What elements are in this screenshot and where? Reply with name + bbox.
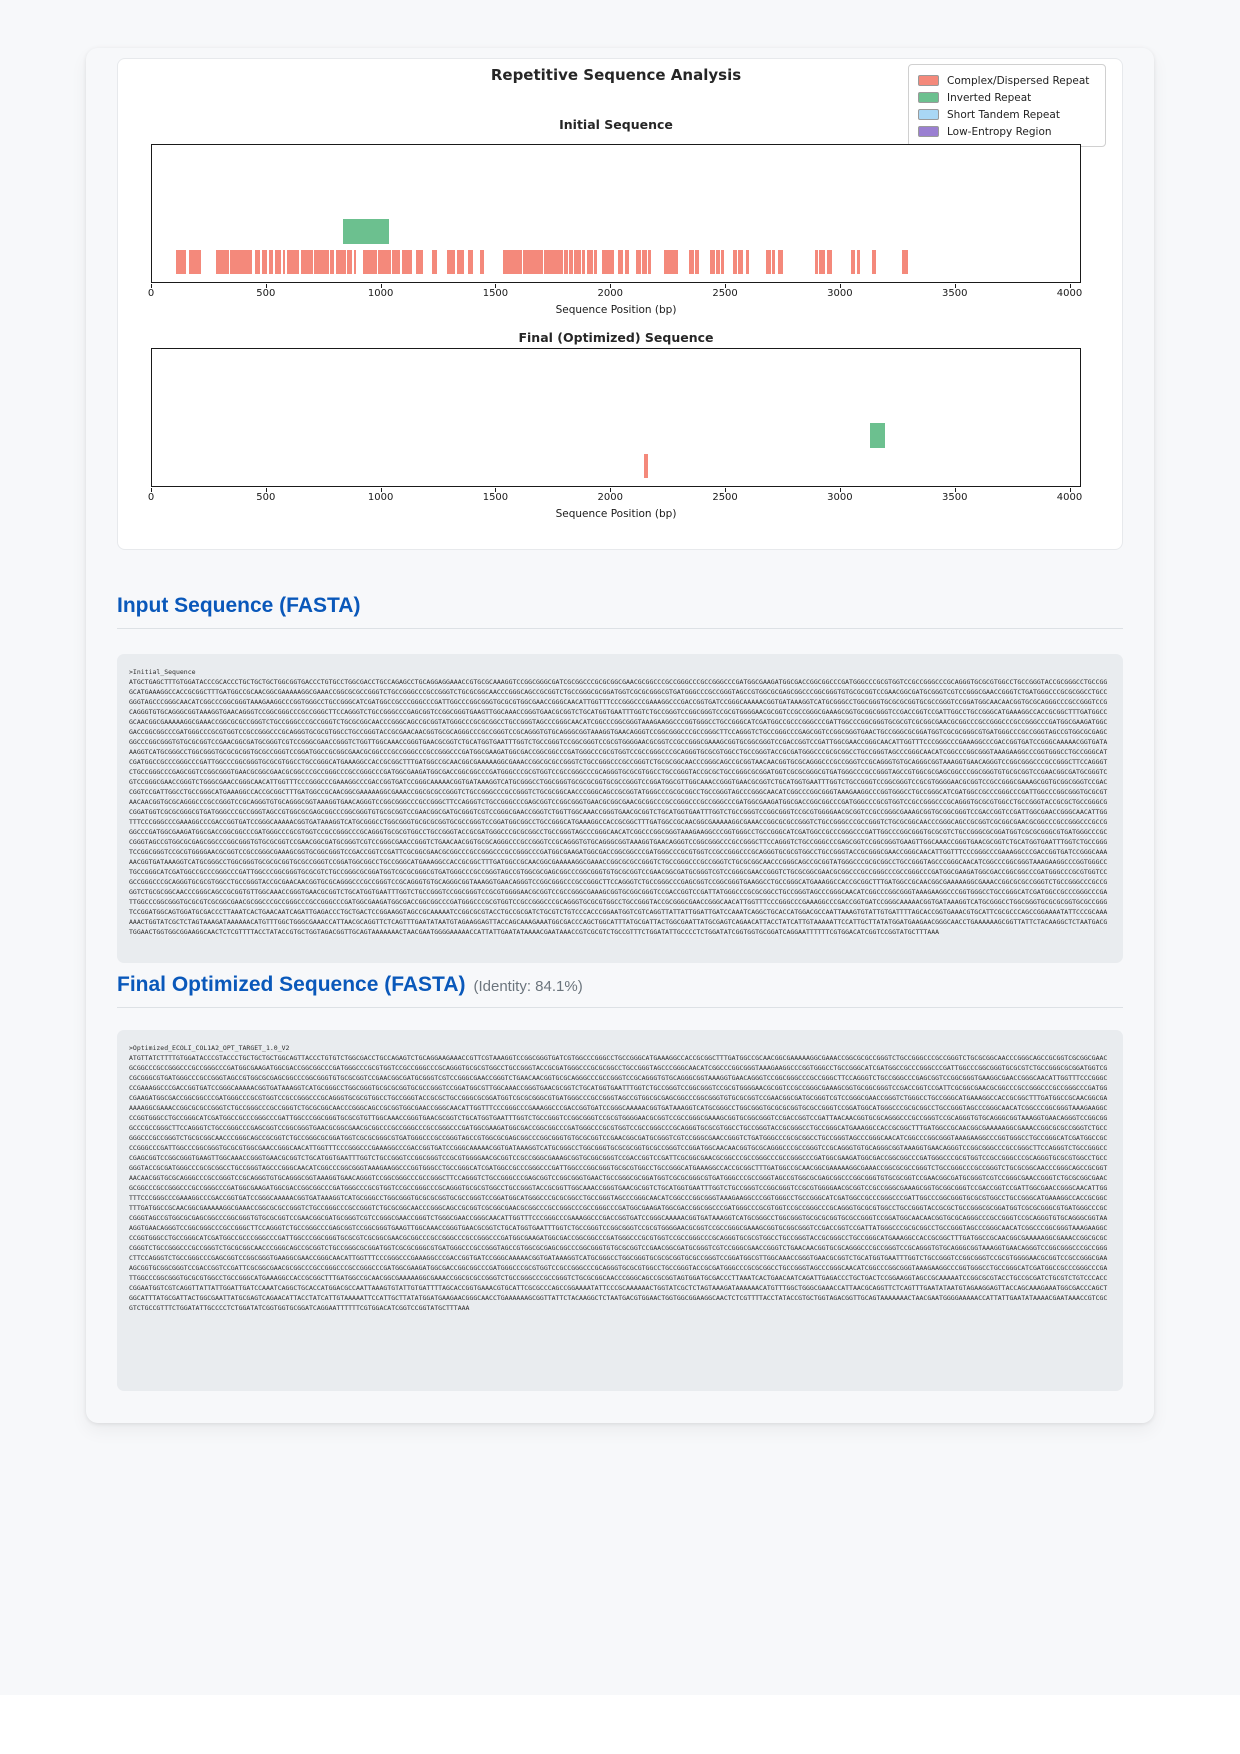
repeat-analysis-chart-panel: [117, 58, 1123, 550]
legend-swatch-inverted: [918, 92, 939, 103]
tick-label: 0: [147, 492, 155, 503]
complex-repeat-segment: [564, 250, 568, 274]
complex-repeat-segment: [644, 454, 648, 478]
complex-repeat-segment: [392, 250, 400, 274]
complex-repeat-segment: [247, 250, 252, 274]
complex-repeat-segment: [602, 250, 614, 274]
complex-repeat-segment: [766, 250, 771, 274]
complex-repeat-segment: [275, 250, 281, 274]
tick-label: 4000: [1056, 492, 1083, 503]
input-fasta-header: >Initial_Sequence: [129, 668, 196, 676]
tick-label: 1500: [482, 492, 509, 503]
complex-repeat-segment: [480, 250, 485, 274]
complex-repeat-segment: [242, 250, 246, 274]
complex-repeat-segment: [468, 250, 473, 274]
tick-label: 2000: [597, 288, 623, 299]
complex-repeat-segment: [447, 250, 455, 274]
legend-label-complex: Complex/Dispersed Repeat: [947, 74, 1090, 87]
complex-repeat-segment: [689, 250, 694, 274]
complex-repeat-segment: [416, 250, 424, 274]
complex-repeat-segment: [721, 250, 724, 274]
complex-repeat-segment: [594, 250, 597, 274]
final-sequence-x-ticks: [147, 488, 1083, 504]
complex-repeat-segment: [778, 250, 783, 274]
legend-item-complex: [918, 72, 1096, 89]
complex-repeat-segment: [523, 250, 543, 274]
output-sequence-heading-text: Final Optimized Sequence (FASTA): [117, 973, 466, 996]
complex-repeat-segment: [216, 250, 229, 274]
complex-repeat-segment: [314, 250, 330, 274]
complex-repeat-segment: [582, 250, 585, 274]
final-sequence-axes: [151, 348, 1081, 487]
tick-label: 2500: [712, 288, 738, 299]
tick-label: 1500: [482, 288, 509, 299]
complex-repeat-segment: [432, 250, 438, 274]
complex-repeat-segment: [569, 250, 573, 274]
complex-repeat-segment: [402, 250, 412, 274]
complex-repeat-segment: [695, 250, 699, 274]
complex-repeat-segment: [262, 250, 267, 274]
complex-repeat-segment: [716, 250, 719, 274]
legend-label-low_entropy: Low-Entropy Region: [947, 125, 1052, 138]
tick-label: 4000: [1056, 288, 1083, 299]
tick-label: 500: [256, 492, 276, 503]
tick-label: 3500: [941, 492, 968, 503]
complex-repeat-segment: [636, 250, 641, 274]
complex-repeat-segment: [283, 250, 285, 274]
complex-repeat-segment: [902, 250, 908, 274]
output-fasta-sequence: ATGTTATCTTTTGTGGATACCCGTACCCTGCTGCTGCTGGCAGTTACCCTGTGTCTGGCGACCTGCCAGAGTCTGCAGGAAGAAACCGTTCGTAAAGGTCCGGCGGGTGATCGTGGCCCGGGCCTGCCGGGCATGAAAGGCCACCGCGGCTTTGATGGCCGCAACGGCGAAAAAGGCGAAACCGGCGCGCCGGGTCTGCCGGGCCCGCCGGGTCTGCGCGGCAACCCGGGCAGCCGCGGTCGCGGCGAACGCGGCCCGCCGGGCCCGCCGGGCCCGATGGCGAAGATGGCGACCGGCGGCCCGATGGGCCCGCGTGGTCCGCCGGGCCCGCAGGGTGCGCGTGGCCTGCCGGGTACCGCGATGGGCCCGCGCGGCCTGCCGGGTAGCCCGGGCAACATCGGCCCGGCGGGTAAAGAAGGCCCGGTGGGCCTGCCGGGCATCGATGGCCGCCCGGGCCCGATTGGCCCGGCGGGTGCGCGTCTGCCGGGCGCGGATGGTCGCGCGGGCGTGATGGGCCCGCCGGGTAGCCGTGGCGCGAGCGGCCCGGCGGGTGTGCGCGGTCCGAACGGCGATGCGGGTCGTCCGGGCGAACCGGGTCTGAACAACGGTGCGCAGGGCCCGCCGGGTCCGCAGGGTGTGCAGGGCGGTAAAGGTGAACAGGGTCCGGCGGGCCCGCCGGGCTTCCAGGGTCTGCCGGGCCCGAGCGGTCCGGCGGGTGAAGGCGAACCGGGCAACATTGGTTTCCCGGGCCCGAAAGGCCCGACCGGTGATCCGGGCAAAAACGGTGATAAAGGTCATGCGGGCCTGGCGGGTGCGCGCGGTGCGCCGGGTCCGGATGGCGTTGGCAAACCGGGTGAACGCGGTCTGCATGGTGAATTTGGTCTGCCGGGTCCGGCGGGTCCGCGTGGGGAACGCGGTCCGCCGGGCGAAAGCGGTGCGGCGGGTCCGACCGGTCCGATTCGCGGCGAACGCGGCCCGCCGGGCCCGCCGGGCCCGATGGCGAAGATGGCGACCGGCGGCCCGATGGGCCCGCGTGGTCCGCCGGGCCCGCAGGGTGCGCGTGGCCTGCCGGGTACCGCGCTGCCGGGCGCGGATGGTCGCGCGGGCGTGATGGGCCCGCCGGGTAGCCGTGGCGCGAGCGGCCCGGCGGGTGTGCGCGGTCCGAACGGCGATGCGGGTCGTCCGGGCGAACCGGGTCTGGGCCTGCCGGGCATGAAAGGCCACCGCGGCTTTGATGGCCGCAACGGCGAAAAAGGCGAAACCGGCGCGCCGGGTCTGCCGGGCCCGCCGGGTCTGCGCGGCAACCCGGGCAGCCGCGGTGGCGAACCGGGCAACATTGGTTTCCCGGGCCCGAAAGGCCCGACCGGTGATCCGGGCAAAAACGGTGATAAAGGTCATGCGGGCCTGGCGGGTGCGCGCGGTGCGCCGGGTCCGGATGGCATGGGCCCGCGCGGCCTGCCGGGTAGCCCGGGCAACATCGGCCCGGCGGGTAAAGAAGGCCCGGTGGGCCTGCCGGGCATCGATGGCCGCCCGGGCCCGATTGGCCCGGCGGGTGCGCGTGTTGGCAAACCGGGTGAACGCGGTCTGCATGGTGAATTTGGTCTGCCGGGTCCGGCGGGTCCGCGTGGGGAACGCGGTCCGCCGGGCGAAAGCGGTGCGGCGGGTCCGACCGGTCCGATTAACAACGGTGCGCAGGGCCCGCCGGGTCCGCAGGGTGTGCAGGGCGGTAAAGGTGAACAGGGTCCGGCGGGCCCGCCGGGCTTCCAGGGTCTGCCGGGCCCGAGCGGTCCGGCGGGTGAACGCGGCGAACGCGGCCCGCCGGGCCCGCCGGGCCCGATGGCGAAGATGGCGACCGGCGGCCCGATGGGCCCGCGTGGTCCGCCGGGCCCGCAGGGTGCGCGTGGCCTGCCGGGTACCGCGGGCCTGCCGGGCATGAAAGGCCACCGCGGCTTTGATGGCCGCAACGGCGAAAAAGGCGAAACCGGCGCGCCGGGTCTGCCGGGCCCGCCGGGTCTGCGCGGCAACCCGGGCAGCCGCGGTCTGCCGGGCGCGGATGGTCGCGCGGGCGTGATGGGCCCGCCGGGTAGCCGTGGCGCGAGCGGCCCGGCGGGTGTGCGCGGTCCGAACGGCGATGCGGGTCGTCCGGGCGAACCGGGTCTGATGGGCCCGCGCGGCCTGCCGGGTAGCCCGGGCAACATCGGCCCGGCGGGTAAAGAAGGCCCGGTGGGCCTGCCGGGCATCGATGGCCGCCCGGGCCCGATTGGCCCGGCGGGTGCGCGTGGCGAACCGGGCAACATTGGTTTCCCGGGCCCGAAAGGCCCGACCGGTGATCCGGGCAAAAACGGTGATAAAGGTCATGCGGGCCTGGCGGGTGCGCGCGGTGCGCCGGGTCCGGATGGCAACAACGGTGCGCAGGGCCCGCCGGGTCCGCAGGGTGTGCAGGGCGGTAAAGGTGAACAGGGTCCGGCGGGCCCGCCGGGCTTCCAGGGTCTGCCGGGCCCGAGCGGTCCGGCGGGTGAAGTTGGCAAACCGGGTGAACGCGGTCTGCATGGTGAATTTGGTCTGCCGGGTCCGGCGGGTCCGCGTGGGGAACGCGGTCCGCCGGGCGAAAGCGGTGCGGCGGGTCCGACCGGTCCGATTCGCGGCGAACGCGGCCCGCCGGGCCCGCCGGGCCCGATGGCGAAGATGGCGACCGGCGGCCCGATGGGCCCGCGTGGTCCGCCGGGCCCGCAGGGTGCGCGTGGCCTGCCGGGTACCGCGATGGGCCCGCGCGGCCTGCCGGGTAGCCCGGGCAACATCGGCCCGGCGGGTAAAGAAGGCCCGGTGGGCCTGCCGGGCATCGATGGCCGCCCGGGCCCGATTGGCCCGGCGGGTGCGCGTGGCCTGCCGGGCATGAAAGGCCACCGCGGCTTTGATGGCCGCAACGGCGAAAAAGGCGAAACCGGCGCGCCGGGTCTGCCGGGCCCGCCGGGTCTGCGCGGCAACCCGGGCAGCCGCGGTAACAACGGTGCGCAGGGCCCGCCGGGTCCGCAGGGTGTGCAGGGCGGTAAAGGTGAACAGGGTCCGGCGGGCCCGCCGGGCTTCCAGGGTCTGCCGGGCCCGAGCGGTCCGGCGGGTGAACTGCCGGGCGCGGATGGTCGCGCGGGCGTGATGGGCCCGCCGGGTAGCCGTGGCGCGAGCGGCCCGGCGGGTGTGCGCGGTCCGAACGGCGATGCGGGTCGTCCGGGCGAACCGGGTCTGCGCGGCGAACGCGGCCCGCCGGGCCCGCCGGGCCCGATGGCGAAGATGGCGACCGGCGGCCCGATGGGCCCGCGTGGTCCGCCGGGCCCGCAGGGTGCGCGTGGCCTGCCGGGTACCGCGGTTGGCAAACCGGGTGAACGCGGTCTGCATGGTGAATTTGGTCTGCCGGGTCCGGCGGGTCCGCGTGGGGAACGCGGTCCGCCGGGCGAAAGCGGTGCGGCGGGTCCGACCGGTCCGATTGGCGAACCGGGCAACATTGGTTTCCCGGGCCCGAAAGGCCCGACCGGTGATCCGGGCAAAAACGGTGATAAAGGTCATGCGGGCCTGGCGGGTGCGCGCGGTGCGCCGGGTCCGGATGGCATGGGCCCGCGCGGCCTGCCGGGTAGCCCGGGCAACATCGGCCCGGCGGGTAAAGAAGGCCCGGTGGGCCTGCCGGGCATCGATGGCCGCCCGGGCCCGATTGGCCCGGCGGGTGCGCGTGGCCTGCCGGGCATGAAAGGCCACCGCGGCTTTGATGGCCGCAACGGCGAAAAAGGCGAAACCGGCGCGCCGGGTCTGCCGGGCCCGCCGGGTCTGCGCGGCAACCCGGGCAGCCGCGGTCGCGGCGAACGCGGCCCGCCGGGCCCGCCGGGCCCGATGGCGAAGATGGCGACCGGCGGCCCGATGGGCCCGCGTGGTCCGCCGGGCCCGCAGGGTGCGCGTGGCCTGCCGGGTACCGCGCTGCCGGGCGCGGATGGTCGCGCGGGCGTGATGGGCCCGCCGGGTAGCCGTGGCGCGAGCGGCCCGGCGGGTGTGCGCGGTCCGAACGGCGATGCGGGTCGTCCGGGCGAACCGGGTCTGGGCGAACCGGGCAACATTGGTTTCCCGGGCCCGAAAGGCCCGACCGGTGATCCGGGCAAAAACGGTGATAAAGGTCATGCGGGCCTGGCGGGTGCGCGCGGTGCGCCGGGTCCGGATGGCAACAACGGTGCGCAGGGCCCGCCGGGTCCGCAGGGTGTGCAGGGCGGTAAAGGTGAACAGGGTCCGGCGGGCCCGCCGGGCTTCCAGGGTCTGCCGGGCCCGAGCGGTCCGGCGGGTGAAGTTGGCAAACCGGGTGAACGCGGTCTGCATGGTGAATTTGGTCTGCCGGGTCCGGCGGGTCCGCGTGGGGAACGCGGTCCGCCGGGCGAAAGCGGTGCGGCGGGTCCGACCGGTCCGATTATGGGCCCGCGCGGCCTGCCGGGTAGCCCGGGCAACATCGGCCCGGCGGGTAAAGAAGGCCCGGTGGGCCTGCCGGGCATCGATGGCCGCCCGGGCCCGATTGGCCCGGCGGGTGCGCGTCGCGGCGAACGCGGCCCGCCGGGCCCGCCGGGCCCGATGGCGAAGATGGCGACCGGCGGCCCGATGGGCCCGCGTGGTCCGCCGGGCCCGCAGGGTGCGCGTGGCCTGCCGGGTACCGCGGGCCTGCCGGGCATGAAAGGCCACCGCGGCTTTGATGGCCGCAACGGCGAAAAAGGCGAAACCGGCGCGCCGGGTCTGCCGGGCCCGCCGGGTCTGCGCGGCAACCCGGGCAGCCGCGGTCTGCCGGGCGCGGATGGTCGCGCGGGCGTGATGGGCCCGCCGGGTAGCCGTGGCGCGAGCGGCCCGGCGGGTGTGCGCGGTCCGAACGGCGATGCGGGTCGTCCGGGCGAACCGGGTCTGAACAACGGTGCGCAGGGCCCGCCGGGTCCGCAGGGTGTGCAGGGCGGTAAAGGTGAACAGGGTCCGGCGGGCCCGCCGGGCTTCCAGGGTCTGCCGGGCCCGAGCGGTCCGGCGGGTGAAGGCGAACCGGGCAACATTGGTTTCCCGGGCCCGAAAGGCCCGACCGGTGATCCGGGCAAAAACGGTGATAAAGGTCATGCGGGCCTGGCGGGTGCGCGCGGTGCGCCGGGTCCGGATGGCGTTGGCAAACCGGGTGAACGCGGTCTGCATGGTGAATTTGGTCTGCCGGGTCCGGCGGGTCCGCGTGGGGAACGCGGTCCGCCGGGCGAAAGCGGTGCGGCGGGTCCGACCGGTCCGATTCGCGGCGAACGCGGCCCGCCGGGCCCGCCGGGCCCGATGGCGAAGATGGCGACCGGCGGCCCGATGGGCCCGCGTGGTCCGCCGGGCCCGCAGGGTGCGCGTGGCCTGCCGGGTACCGCGATGGGCCCGCGCGGCCTGCCGGGTAGCCCGGGCAACATCGGCCCGGCGGGTAAAGAAGGCCCGGTGGGCCTGCCGGGCATCGATGGCCGCCCGGGCCCGATTGGCCCGGCGGGTGCGCGTGGCCTGCCGGGCATGAAAGGCCACCGCGGCTTTGATGGCCGCAACGGCGAAAAAGGCGAAACCGGCGCGCCGGGTCTGCCGGGCCCGCCGGGTCTGCGCGGCAACCCGGGCAGCCGCGGTAGTGGATGCGACCCTTAAATCACTGAACAATCAGATTGAGACCCTGCTGACTCCGGAAGGTAGCCGCAAAAATCCGGCGCGTACCTGCCGCGATCTGCGTCTGTCCCACCCGGAATGGTCGTCAGGTTATTATTGGATTGATCCAAATCAGGCTGCACCATGGACGCCAATTAAAGTGTATTGTGATTTTAGCACCGGTGAAACGTGCATTCGCGCCCAGCCGGAAAATATTCCCGCAAAAAACTGGTATCGCTCTAGTAAAGATAAAAAACATGTTTGGCTGGGCGAAACCATTAACGCAGGTTCTCAGTTTGAATATAATGTAGAAGGAGTTACCAGCAAAGAAATGGCGACCCAGCTGGCATTTATGCGATTACTGGCGAATTATGCGAGTCAGAACATTACCTATCATTGTAAAAATTCCATTGCTTATATGGATGAAGAACGGGCAACCTGAAAAAAGCGGTTATTCTACAAGGCTCTAATGACGTGGAACTGGTGGCGGAAGGCAACTCTCGTTTTACCTATACCGTGCTGGTAGACGGTTGCAGTAAAAAAACTAACGAATGGGGAAAAACCATTATTGAATATAAAACGAATAAACCGTCGCGTCTGCCGTTTCTGGATATTGCCCCTCTGGATATCGGTGGTGCGGATCAGGAATTTTTTCGTGGACATCGGTCCGGTATGCTTTAAA: [129, 1054, 1108, 1312]
complex-repeat-segment: [710, 250, 716, 274]
complex-repeat-segment: [648, 250, 651, 274]
complex-repeat-segment: [618, 250, 623, 274]
report-card: [86, 48, 1154, 1423]
subplot-title-initial: Initial Sequence: [559, 117, 673, 132]
legend-item-inverted: [918, 89, 1096, 106]
complex-repeat-segment: [301, 250, 312, 274]
legend-swatch-complex: [918, 75, 939, 86]
tick-label: 0: [147, 288, 155, 299]
x-axis-label-initial: Sequence Position (bp): [555, 304, 677, 316]
complex-repeat-segment: [872, 250, 876, 274]
inverted-repeat-segment: [343, 219, 389, 244]
complex-repeat-segment: [625, 250, 629, 274]
complex-repeat-segment: [738, 250, 742, 274]
complex-repeat-segment: [293, 250, 299, 274]
complex-repeat-segment: [230, 250, 242, 274]
complex-repeat-segment: [851, 250, 855, 274]
complex-repeat-segment: [733, 250, 737, 274]
complex-repeat-segment: [772, 250, 775, 274]
complex-repeat-segment: [336, 250, 346, 274]
tick-label: 3000: [827, 492, 853, 503]
complex-repeat-segment: [378, 250, 391, 274]
complex-repeat-segment: [176, 250, 186, 274]
complex-repeat-segment: [269, 250, 272, 274]
complex-repeat-segment: [574, 250, 581, 274]
identity-badge: (Identity: 84.1%): [473, 978, 583, 995]
tick-label: 1000: [367, 492, 394, 503]
complex-repeat-segment: [857, 250, 860, 274]
complex-repeat-segment: [746, 250, 749, 274]
complex-repeat-segment: [819, 250, 825, 274]
x-axis-label-final: Sequence Position (bp): [555, 508, 677, 520]
complex-repeat-segment: [827, 250, 833, 274]
complex-repeat-segment: [642, 250, 647, 274]
chart-title: Repetitive Sequence Analysis: [490, 66, 742, 84]
complex-repeat-segment: [287, 250, 293, 274]
input-fasta-sequence: ATGCTGAGCTTTGTGGATACCCGCACCCTGCTGCTGCTGGCGGTGACCCTGTGCCTGGCGACCTGCCAGAGCCTGCAGGAGGAAACCGTGCGCAAAGGTCCGGCGGGCGATCGCGGCCCGCGCGGCGAACGCGGCCCGCCGGGCCCGCCGGGCCCGATGGCGAAGATGGCGACCGGCGGCCCGATGGGCCCGCGTGGTCCGCCGGGCCCGCAGGGTGCGCGTGGCCTGCCGGGTACCGCGGGCCTGCCGGGCATGAAAGGCCACCGCGGCTTTGATGGCCGCAACGGCGAAAAAGGCGAAACCGGCGCGCCGGGTCTGCCGGGCCCGCCGGGTCTGCGCGGCAACCCGGGCAGCCGCGGTCTGCCGGGCGCGGATGGTCGCGCGGGCGTGATGGGCCCGCCGGGTAGCCGTGGCGCGAGCGGCCCGGCGGGTGTGCGCGGTCCGAACGGCGATGCGGGTCGTCCGGGCGAACCGGGTCTGATGGGCCCGCGCGGCCTGCCGGGTAGCCCGGGCAACATCGGCCCGGCGGGTAAAGAAGGCCCGGTGGGCCTGCCGGGCATCGATGGCCGCCCGGGCCCGATTGGCCCGGCGGGTGCGCGTGGCGAACCGGGCAACATTGGTTTCCCGGGCCCGAAAGGCCCGACCGGTGATCCGGGCAAAAACGGTGATAAAGGTCATGCGGGCCTGGCGGGTGCGCGCGGTGCGCCGGGTCCGGATGGCAACAACGGTGCGCAGGGCCCGCCGGGTCCGCAGGGTGTGCAGGGCGGTAAAGGTGAACAGGGTCCGGCGGGCCCGCCGGGCTTCCAGGGTCTGCCGGGCCCGAGCGGTCCGGCGGGTGAAGTTGGCAAACCGGGTGAACGCGGTCTGCATGGTGAATTTGGTCTGCCGGGTCCGGCGGGTCCGCGTGGGGAACGCGGTCCGCCGGGCGAAAGCGGTGCGGCGGGTCCGACCGGTCCGATTGGCCTGCCGGGCATGAAAGGCCACCGCGGCTTTGATGGCCGCAACGGCGAAAAAGGCGAAACCGGCGCGCCGGGTCTGCCGGGCCCGCCGGGTCTGCGCGGCAACCCGGGCAGCCGCGGTATGGGCCCGCGCGGCCTGCCGGGTAGCCCGGGCAACATCGGCCCGGCGGGTAAAGAAGGCCCGGTGGGCCTGCCGGGCATCGATGGCCGCCCGGGCCCGATTGGCCCGGCGGGTGCGCGTCGCGGCGAACGCGGCCCGCCGGGCCCGCCGGGCCCGATGGCGAAGATGGCGACCGGCGGCCCGATGGGCCCGCGTGGTCCGCCGGGCCCGCAGGGTGCGCGTGGCCTGCCGGGTACCGCGAACAACGGTGCGCAGGGCCCGCCGGGTCCGCAGGGTGTGCAGGGCGGTAAAGGTGAACAGGGTCCGGCGGGCCCGCCGGGCTTCCAGGGTCTGCCGGGCCCGAGCGGTCCGGCGGGTGAACTGCCGGGCGCGGATGGTCGCGCGGGCGTGATGGGCCCGCCGGGTAGCCGTGGCGCGAGCGGCCCGGCGGGTGTGCGCGGTCCGAACGGCGATGCGGGTCGTCCGGGCGAACCGGGTCTGGTTGGCAAACCGGGTGAACGCGGTCTGCATGGTGAATTTGGTCTGCCGGGTCCGGCGGGTCCGCGTGGGGAACGCGGTCCGCCGGGCGAAAGCGGTGCGGCGGGTCCGACCGGTCCGATTGGCGAACCGGGCAACATTGGTTTCCCGGGCCCGAAAGGCCCGACCGGTGATCCGGGCAAAAACGGTGATAAAGGTCATGCGGGCCTGGCGGGTGCGCGCGGTGCGCCGGGTCCGGATGGCCGCGGCGAACGCGGCCCGCCGGGCCCGCCGGGCCCGATGGCGAAGATGGCGACCGGCGGCCCGATGGGCCCGCGTGGTCCGCCGGGCCCGCAGGGTGCGCGTGGCCTGCCGGGTACCGCGATGGGCCCGCGCGGCCTGCCGGGTAGCCCGGGCAACATCGGCCCGGCGGGTAAAGAAGGCCCGGTGGGCCTGCCGGGCATCGATGGCCGCCCGGGCCCGATTGGCCCGGCGGGTGCGCGTGGCCTGCCGGGCATGAAAGGCCACCGCGGCTTTGATGGCCGCAACGGCGAAAAAGGCGAAACCGGCGCGCCGGGTCTGCCGGGCCCGCCGGGTCTGCGCGGCAACCCGGGCAGCCGCGGTAACAACGGTGCGCAGGGCCCGCCGGGTCCGCAGGGTGTGCAGGGCGGTAAAGGTGAACAGGGTCCGGCGGGCCCGCCGGGCTTCCAGGGTCTGCCGGGCCCGAGCGGTCCGGCGGGTGAACGCGGCGAACGCGGCCCGCCGGGCCCGCCGGGCCCGATGGCGAAGATGGCGACCGGCGGCCCGATGGGCCCGCGTGGTCCGCCGGGCCCGCAGGGTGCGCGTGGCCTGCCGGGTACCGCGCTGCCGGGCGCGGATGGTCGCGCGGGCGTGATGGGCCCGCCGGGTAGCCGTGGCGCGAGCGGCCCGGCGGGTGTGCGCGGTCCGAACGGCGATGCGGGTCGTCCGGGCGAACCGGGTCTGGGCGAACCGGGCAACATTGGTTTCCCGGGCCCGAAAGGCCCGACCGGTGATCCGGGCAAAAACGGTGATAAAGGTCATGCGGGCCTGGCGGGTGCGCGCGGTGCGCCGGGTCCGGATGGCGTTGGCAAACCGGGTGAACGCGGTCTGCATGGTGAATTTGGTCTGCCGGGTCCGGCGGGTCCGCGTGGGGAACGCGGTCCGCCGGGCGAAAGCGGTGCGGCGGGTCCGACCGGTCCGATTGGCCTGCCGGGCATGAAAGGCCACCGCGGCTTTGATGGCCGCAACGGCGAAAAAGGCGAAACCGGCGCGCCGGGTCTGCCGGGCCCGCCGGGTCTGCGCGGCAACCCGGGCAGCCGCGGTATGGGCCCGCGCGGCCTGCCGGGTAGCCCGGGCAACATCGGCCCGGCGGGTAAAGAAGGCCCGGTGGGCCTGCCGGGCATCGATGGCCGCCCGGGCCCGATTGGCCCGGCGGGTGCGCGTAACAACGGTGCGCAGGGCCCGCCGGGTCCGCAGGGTGTGCAGGGCGGTAAAGGTGAACAGGGTCCGGCGGGCCCGCCGGGCTTCCAGGGTCTGCCGGGCCCGAGCGGTCCGGCGGGTGAACGCGGCGAACGCGGCCCGCCGGGCCCGCCGGGCCCGATGGCGAAGATGGCGACCGGCGGCCCGATGGGCCCGCGTGGTCCGCCGGGCCCGCAGGGTGCGCGTGGCCTGCCGGGTACCGCGCTGCCGGGCGCGGATGGTCGCGCGGGCGTGATGGGCCCGCCGGGTAGCCGTGGCGCGAGCGGCCCGGCGGGTGTGCGCGGTCCGAACGGCGATGCGGGTCGTCCGGGCGAACCGGGTCTGGTTGGCAAACCGGGTGAACGCGGTCTGCATGGTGAATTTGGTCTGCCGGGTCCGGCGGGTCCGCGTGGGGAACGCGGTCCGCCGGGCGAAAGCGGTGCGGCGGGTCCGACCGGTCCGATTGGCGAACCGGGCAACATTGGTTTCCCGGGCCCGAAAGGCCCGACCGGTGATCCGGGCAAAAACGGTGATAAAGGTCATGCGGGCCTGGCGGGTGCGCGCGGTGCGCCGGGTCCGGATGGCGGCCTGCCGGGCATGAAAGGCCACCGCGGCTTTGATGGCCGCAACGGCGAAAAAGGCGAAACCGGCGCGCCGGGTCTGCCGGGCCCGCCGGGTCTGCGCGGCAACCCGGGCAGCCGCGGTCGCGGCGAACGCGGCCCGCCGGGCCCGCCGGGCCCGATGGCGAAGATGGCGACCGGCGGCCCGATGGGCCCGCGTGGTCCGCCGGGCCCGCAGGGTGCGCGTGGCCTGCCGGGTACCGCGATGGGCCCGCGCGGCCTGCCGGGTAGCCCGGGCAACATCGGCCCGGCGGGTAAAGAAGGCCCGGTGGGCCTGCCGGGCATCGATGGCCGCCCGGGCCCGATTGGCCCGGCGGGTGCGCGTCTGCCGGGCGCGGATGGTCGCGCGGGCGTGATGGGCCCGCCGGGTAGCCGTGGCGCGAGCGGCCCGGCGGGTGTGCGCGGTCCGAACGGCGATGCGGGTCGTCCGGGCGAACCGGGTCTGAACAACGGTGCGCAGGGCCCGCCGGGTCCGCAGGGTGTGCAGGGCGGTAAAGGTGAACAGGGTCCGGCGGGCCCGCCGGGCTTCCAGGGTCTGCCGGGCCCGAGCGGTCCGGCGGGTGAAGTTGGCAAACCGGGTGAACGCGGTCTGCATGGTGAATTTGGTCTGCCGGGTCCGGCGGGTCCGCGTGGGGAACGCGGTCCGCCGGGCGAAAGCGGTGCGGCGGGTCCGACCGGTCCGATTCGCGGCGAACGCGGCCCGCCGGGCCCGCCGGGCCCGATGGCGAAGATGGCGACCGGCGGCCCGATGGGCCCGCGTGGTCCGCCGGGCCCGCAGGGTGCGCGTGGCCTGCCGGGTACCGCGGGCGAACCGGGCAACATTGGTTTCCCGGGCCCGAAAGGCCCGACCGGTGATCCGGGCAAAAACGGTGATAAAGGTCATGCGGGCCTGGCGGGTGCGCGCGGTGCGCCGGGTCCGGATGGCGGCCTGCCGGGCATGAAAGGCCACCGCGGCTTTGATGGCCGCAACGGCGAAAAAGGCGAAACCGGCGCGCCGGGTCTGCCGGGCCCGCCGGGTCTGCGCGGCAACCCGGGCAGCCGCGGTATGGGCCCGCGCGGCCTGCCGGGTAGCCCGGGCAACATCGGCCCGGCGGGTAAAGAAGGCCCGGTGGGCCTGCCGGGCATCGATGGCCGCCCGGGCCCGATTGGCCCGGCGGGTGCGCGTCTGCCGGGCGCGGATGGTCGCGCGGGCGTGATGGGCCCGCCGGGTAGCCGTGGCGCGAGCGGCCCGGCGGGTGTGCGCGGTCCGAACGGCGATGCGGGTCGTCCGGGCGAACCGGGTCTGCGCGGCGAACGCGGCCCGCCGGGCCCGCCGGGCCCGATGGCGAAGATGGCGACCGGCGGCCCGATGGGCCCGCGTGGTCCGCCGGGCCCGCAGGGTGCGCGTGGCCTGCCGGGTACCGCGAACAACGGTGCGCAGGGCCCGCCGGGTCCGCAGGGTGTGCAGGGCGGTAAAGGTGAACAGGGTCCGGCGGGCCCGCCGGGCTTCCAGGGTCTGCCGGGCCCGAGCGGTCCGGCGGGTGAAGGCCTGCCGGGCATGAAAGGCCACCGCGGCTTTGATGGCCGCAACGGCGAAAAAGGCGAAACCGGCGCGCCGGGTCTGCCGGGCCCGCCGGGTCTGCGCGGCAACCCGGGCAGCCGCGGTGTTGGCAAACCGGGTGAACGCGGTCTGCATGGTGAATTTGGTCTGCCGGGTCCGGCGGGTCCGCGTGGGGAACGCGGTCCGCCGGGCGAAAGCGGTGCGGCGGGTCCGACCGGTCCGATTATGGGCCCGCGCGGCCTGCCGGGTAGCCCGGGCAACATCGGCCCGGCGGGTAAAGAAGGCCCGGTGGGCCTGCCGGGCATCGATGGCCGCCCGGGCCCGATTGGCCCGGCGGGTGCGCGTCGCGGCGAACGCGGCCCGCCGGGCCCGCCGGGCCCGATGGCGAAGATGGCGACCGGCGGCCCGATGGGCCCGCGTGGTCCGCCGGGCCCGCAGGGTGCGCGTGGCCTGCCGGGTACCGCGGGCGAACCGGGCAACATTGGTTTCCCGGGCCCGAAAGGCCCGACCGGTGATCCGGGCAAAAACGGTGATAAAGGTCATGCGGGCCTGGCGGGTGCGCGCGGTGCGCCGGGTCCGGATGGCAGTGGATGCGACCCTTAAATCACTGAACAATCAGATTGAGACCCTGCTGACTCCGGAAGGTAGCCGCAAAAATCCGGCGCGTACCTGCCGCGATCTGCGTCTGTCCCACCCGGAATGGTCGTCAGGTTATTATTGGATTGATCCAAATCAGGCTGCACCATGGACGCCAATTAAAGTGTATTGTGATTTTAGCACCGGTGAAACGTGCATTCGCGCCCAGCCGGAAAATATTCCCGCAAAAAACTGGTATCGCTCTAGTAAAGATAAAAAACATGTTTGGCTGGGCGAAACCATTAACGCAGGTTCTCAGTTTGAATATAATGTAGAAGGAGTTACCAGCAAAGAAATGGCGACCCAGCTGGCATTTATGCGATTACTGGCGAATTATGCGAGTCAGAACATTACCTATCATTGTAAAAATTCCATTGCTTATATGGATGAAGAACGGGCAACCTGAAAAAAGCGGTTATTCTACAAGGCTCTAATGACGTGGAACTGGTGGCGGAAGGCAACTCTCGTTTTACCTATACCGTGCTGGTAGACGGTTGCAGTAAAAAAACTAACGAATGGGGAAAAACCATTATTGAATATAAAACGAATAAACCGTCGCGTCTGCCGTTTCTGGATATTGCCCCTCTGGATATCGGTGGTGCGGATCAGGAATTTTTTCGTGGACATCGGTCCGGTATGCTTTAAA: [129, 678, 1108, 936]
complex-repeat-segment: [587, 250, 594, 274]
complex-repeat-segment: [664, 250, 679, 274]
complex-repeat-segment: [347, 250, 353, 274]
complex-repeat-segment: [457, 250, 464, 274]
chart-legend: [908, 64, 1106, 147]
tick-label: 500: [256, 288, 276, 299]
input-fasta-box: [117, 654, 1123, 963]
complex-repeat-segment: [363, 250, 377, 274]
tick-label: 3500: [941, 288, 968, 299]
complex-repeat-segment: [354, 250, 356, 274]
complex-repeat-segment: [815, 250, 819, 274]
initial-sequence-axes: [151, 144, 1081, 283]
tick-label: 1000: [367, 288, 394, 299]
tick-label: 3000: [827, 288, 853, 299]
tick-label: 2500: [712, 492, 738, 503]
complex-repeat-segment: [503, 250, 522, 274]
output-sequence-heading: [117, 973, 1123, 1008]
subplot-title-final: Final (Optimized) Sequence: [518, 330, 714, 345]
legend-label-inverted: Inverted Repeat: [947, 91, 1032, 104]
output-fasta-box: [117, 1030, 1123, 1391]
input-sequence-heading: [117, 594, 1123, 629]
initial-sequence-x-ticks: [147, 284, 1083, 300]
complex-repeat-segment: [189, 250, 202, 274]
complex-repeat-segment: [544, 250, 563, 274]
legend-label-str: Short Tandem Repeat: [947, 108, 1060, 121]
inverted-repeat-segment: [870, 423, 884, 448]
tick-label: 2000: [597, 492, 623, 503]
input-sequence-heading-text: Input Sequence (FASTA): [117, 594, 361, 617]
output-fasta-header: >Optimized_ECOLI_COL1A2_OPT_TARGET_1.0_V2: [129, 1044, 290, 1052]
complex-repeat-segment: [330, 250, 334, 274]
complex-repeat-segment: [255, 250, 260, 274]
